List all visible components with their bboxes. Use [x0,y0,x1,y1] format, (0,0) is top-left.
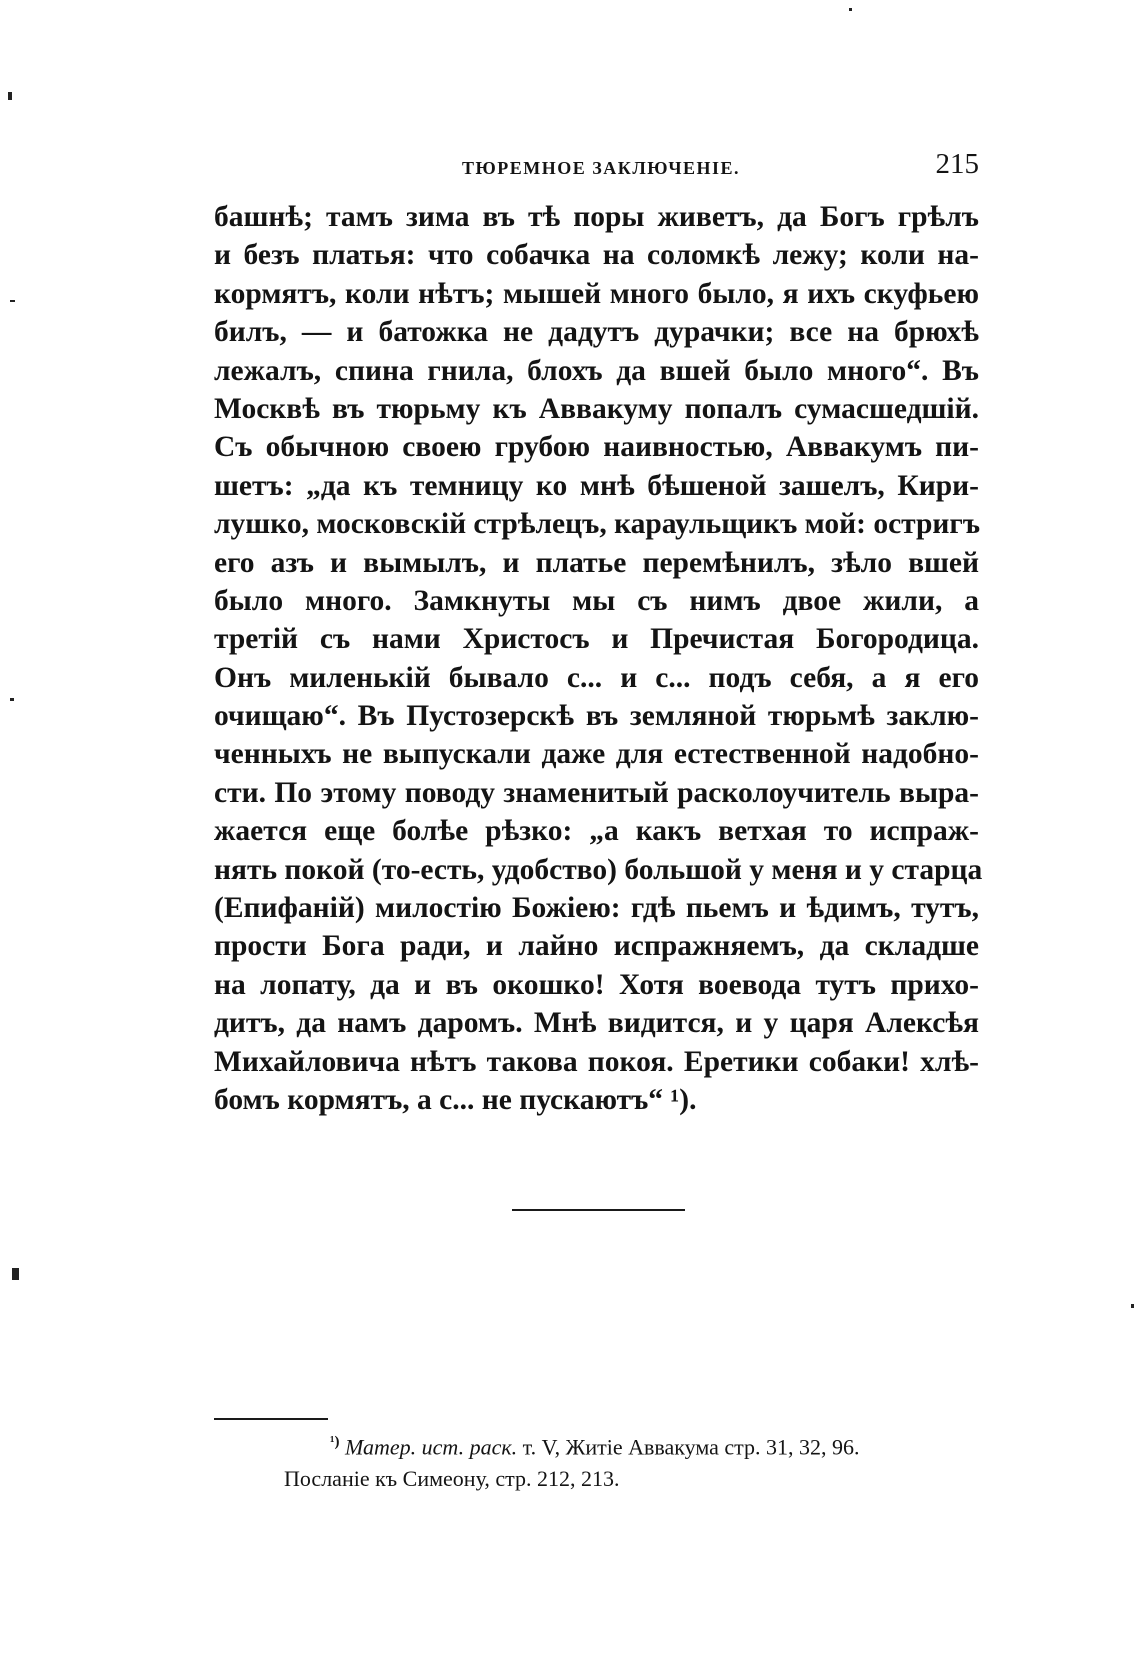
text-line: башнѣ; тамъ зима въ тѣ поры живетъ, да Богъ грѣлъ [214,201,979,233]
text-line: (Епифаній) милостію Божіею: гдѣ пьемъ и ѣдимъ, тутъ, [214,892,979,925]
text-line: было много. Замкнуты мы съ нимъ двое жили, а [214,584,979,617]
footnote-reference: т. V, Житіе Аввакума стр. 31, 32, 96. [522,1434,860,1460]
footnote-source-abbrev: Матер. ист. раск. [345,1434,518,1460]
text-line: Москвѣ въ тюрьму къ Аввакуму попалъ сумасшедшій. [214,392,979,425]
scan-speck [849,8,852,11]
text-line: нять покой (то-есть, удобство) большой у меня и у старца [214,853,983,886]
running-title: ТЮРЕМНОЕ ЗАКЛЮЧЕНІЕ. [462,158,741,178]
scan-speck [10,300,15,302]
page-header [214,148,979,188]
text-line: дитъ, да намъ даромъ. Мнѣ видится, и у царя Алексѣя [214,1007,979,1040]
text-line: на лопату, да и въ окошко! Хотя воевода тутъ прихо- [214,968,979,1001]
page-number: 215 [935,148,979,180]
text-line: кормятъ, коли нѣтъ; мышей много было, я ихъ скуфьею [214,277,979,310]
section-divider [512,1209,685,1211]
text-line: шетъ: „да къ темницу ко мнѣ бѣшеной зашелъ, Кири- [214,469,979,502]
text-line: и безъ платья: что собачка на соломкѣ лежу; коли на- [214,239,979,272]
body-text [214,198,983,1119]
text-line: билъ, — и батожка не дадутъ дурачки; все на брюхѣ [214,316,979,349]
text-line: лушко, московскій стрѣлецъ, караульщикъ мой: остригъ [214,508,981,541]
text-line: ченныхъ не выпускали даже для естественной надобно- [214,738,979,771]
footnote-marker: ¹) [330,1434,340,1450]
text-line-last: бомъ кормятъ, а с... не пускаютъ“ ¹). [214,1083,697,1116]
text-line: сти. По этому поводу знаменитый расколоучитель выра- [214,776,979,809]
text-line: прости Бога ради, и лайно испражняемъ, да складше [214,930,979,963]
text-line: Съ обычною своею грубою наивностью, Аввакумъ пи- [214,431,979,464]
footnote-line [214,1426,979,1463]
text-line: третій съ нами Христосъ и Пречистая Богородица. [214,623,979,656]
scan-speck [12,1268,19,1280]
footnote-line: Посланіе къ Симеону, стр. 212, 213. [284,1466,620,1492]
scan-speck [1131,1304,1134,1308]
scan-speck [8,92,12,100]
text-line: Михайловича нѣтъ такова покоя. Еретики собаки! хлѣ- [214,1045,979,1078]
footnote [214,1426,979,1495]
footnote-rule [214,1418,328,1420]
text-line: очищаю“. Въ Пустозерскѣ въ земляной тюрьмѣ заклю- [214,700,979,733]
text-line: его азъ и вымылъ, и платье перемѣнилъ, зѣло вшей [214,546,979,579]
text-line: Онъ миленькій бывало с... и с... подъ себя, а я его [214,661,979,694]
text-line: жается еще болѣе рѣзко: „а какъ ветхая то испраж- [214,815,979,848]
scan-speck [10,698,14,701]
text-line: лежалъ, спина гнила, блохъ да вшей было много“. Въ [214,354,979,387]
